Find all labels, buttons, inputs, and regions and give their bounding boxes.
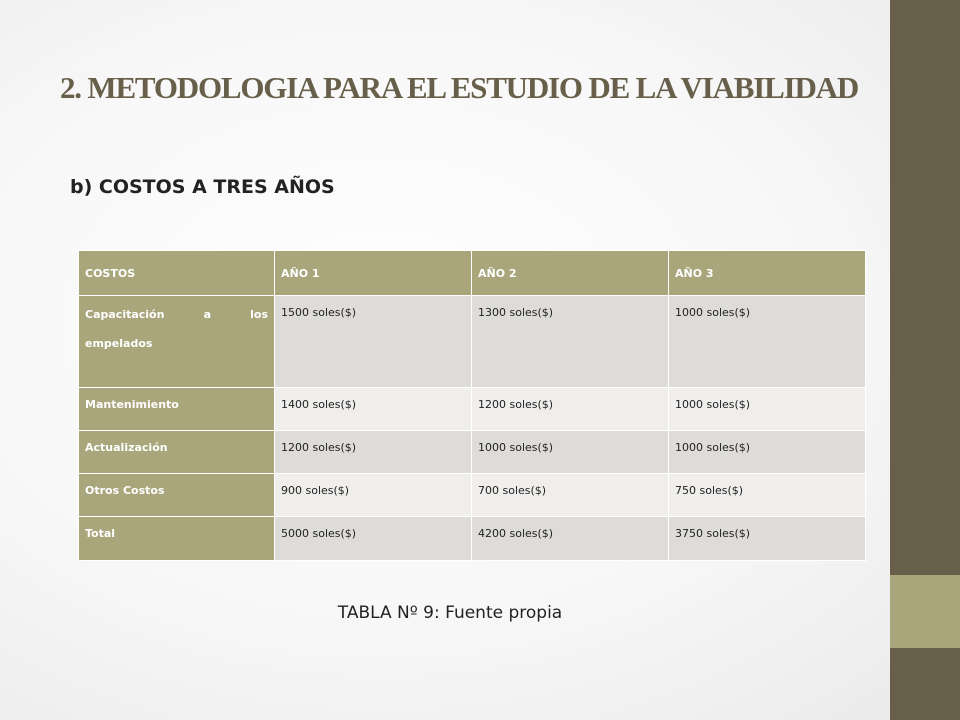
table-caption: TABLA Nº 9: Fuente propia — [337, 603, 563, 623]
header-cell: AÑO 2 — [472, 251, 669, 296]
table-cell: 1300 soles($) — [472, 296, 669, 388]
table-cell: 4200 soles($) — [472, 517, 669, 561]
table-row — [79, 517, 866, 561]
slide-subtitle: b) COSTOS A TRES AÑOS — [70, 176, 335, 198]
slide-title: 2. METODOLOGIA PARA EL ESTUDIO DE LA VIABILIDAD — [60, 70, 859, 105]
side-bar-bottom — [890, 648, 960, 720]
header-cell: AÑO 3 — [669, 251, 866, 296]
table-cell: 1200 soles($) — [275, 431, 472, 474]
costs-table — [78, 250, 866, 561]
row-label: Capacitación a los empelados — [79, 296, 275, 388]
table-cell: 750 soles($) — [669, 474, 866, 517]
row-label: Actualización — [79, 431, 275, 474]
table-cell: 1400 soles($) — [275, 388, 472, 431]
table-header-row — [79, 251, 866, 296]
table-cell: 1200 soles($) — [472, 388, 669, 431]
side-bar-accent — [890, 575, 960, 648]
table-cell: 700 soles($) — [472, 474, 669, 517]
table-cell: 3750 soles($) — [669, 517, 866, 561]
table-row — [79, 431, 866, 474]
table-cell: 1000 soles($) — [669, 296, 866, 388]
table-cell: 1000 soles($) — [472, 431, 669, 474]
table-cell: 5000 soles($) — [275, 517, 472, 561]
header-cell: COSTOS — [79, 251, 275, 296]
table-row — [79, 296, 866, 388]
row-label: Mantenimiento — [79, 388, 275, 431]
header-cell: AÑO 1 — [275, 251, 472, 296]
table-cell: 1000 soles($) — [669, 388, 866, 431]
table-row — [79, 474, 866, 517]
side-bar-top — [890, 0, 960, 575]
table-row — [79, 388, 866, 431]
table-cell: 1000 soles($) — [669, 431, 866, 474]
table-cell: 1500 soles($) — [275, 296, 472, 388]
table-cell: 900 soles($) — [275, 474, 472, 517]
row-label: Total — [79, 517, 275, 561]
row-label: Otros Costos — [79, 474, 275, 517]
